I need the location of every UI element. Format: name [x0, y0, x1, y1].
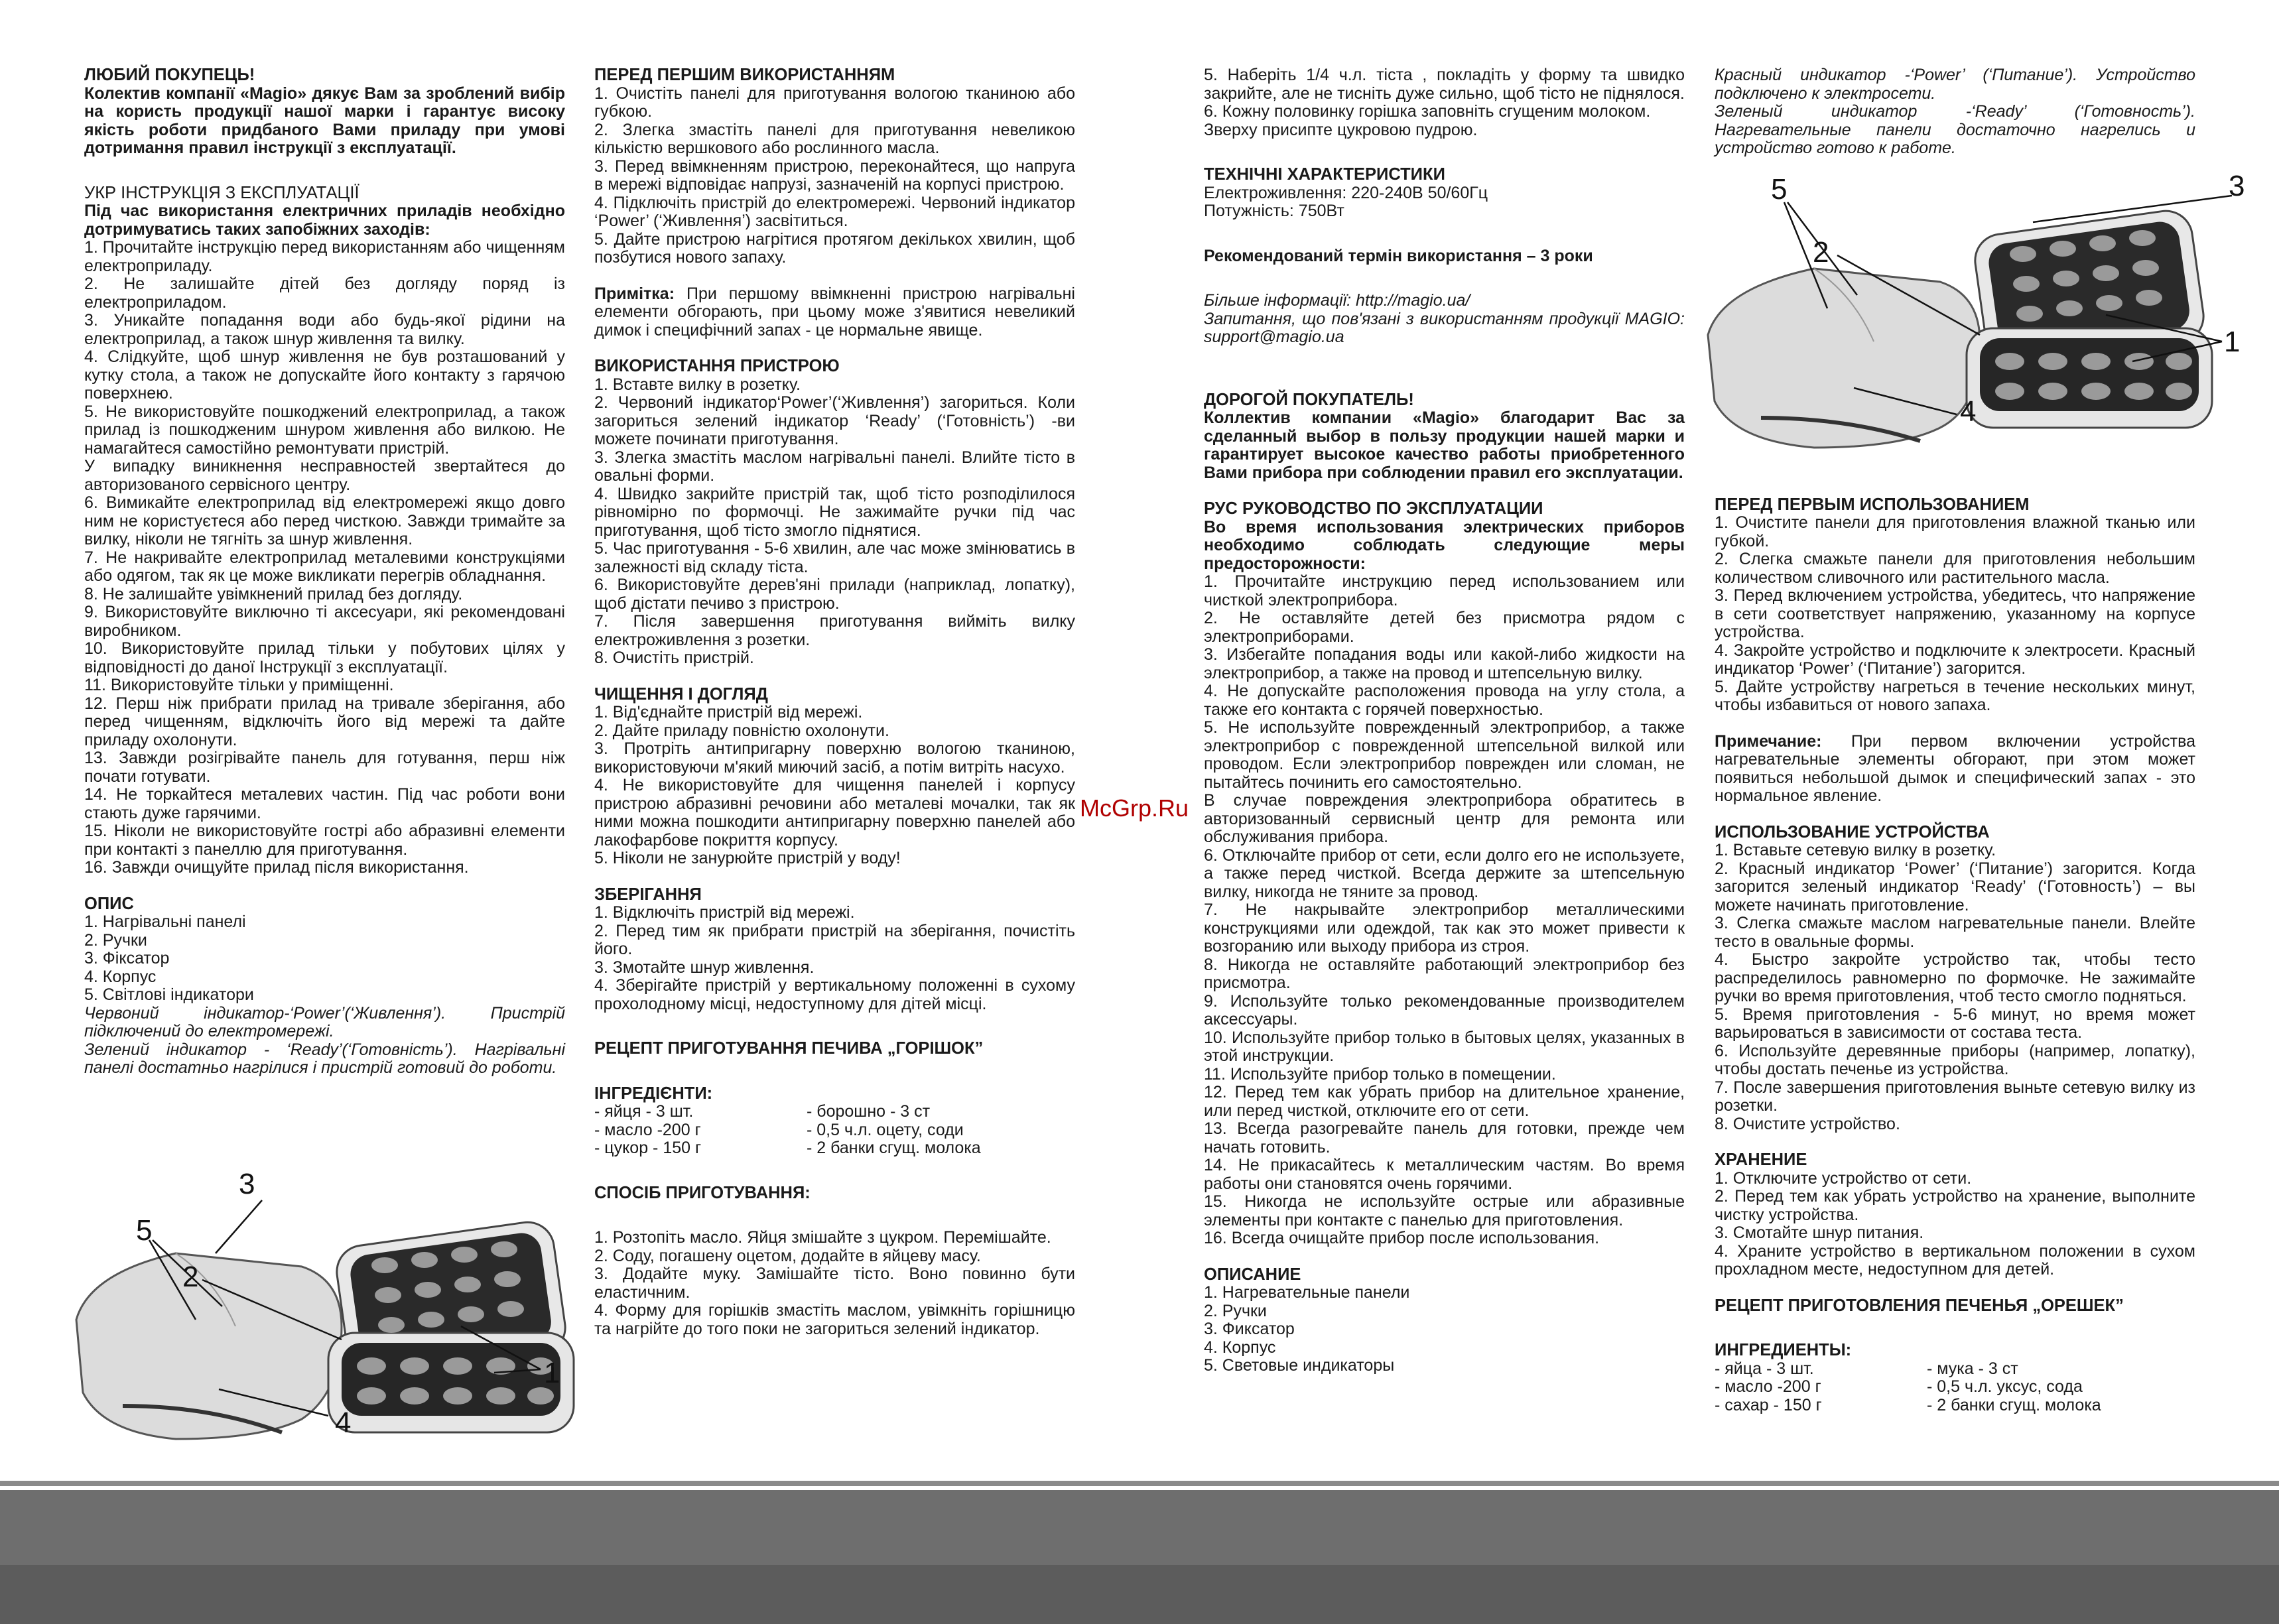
list-item: 1. Очистите панели для приготовления влажной тканью или губкой.	[1715, 513, 2200, 550]
list-item: 15. Ніколи не використовуйте гострі або абразивні елементи при контакті з панеллю для приготування.	[84, 822, 570, 859]
list-item: 4. Быстро закройте устройство так, чтобы тесто распределилось равномерно по формочке. Не зажимайте ручки во время приготовления, чтоб тесто смогло подняться.	[1715, 950, 2200, 1005]
list-item: 2. Слегка смажьте панели для приготовления небольшим количеством сливочного или растительного масла.	[1715, 550, 2200, 587]
list-item: 6. Вимикайте електроприлад від електромережі якщо довго ним не користуєтеся або перед чисткою. Завжди тримайте за вилку, ніколи не тягніть за шнур живлення.	[84, 493, 570, 548]
list-item: 13. Всегда разогревайте панель для готовки, прежде чем начать готовить.	[1204, 1119, 1689, 1156]
list-item: 1. Нагрівальні панелі	[84, 912, 246, 931]
ru-desc-note-ready: Зеленый индикатор -‘Ready’ (‘Готовность’). Нагревательные панели достаточно нагрелись и устройство готово к работе.	[1715, 102, 2200, 157]
ua-ingredients-title: ІНГРЕДІЄНТИ:	[594, 1084, 713, 1103]
list-item: 1. Розтопіть масло. Яйця змішайте з цукром. Перемішайте.	[594, 1228, 1051, 1247]
list-item: 5. Не використовуйте пошкоджений електроприлад, а також прилад із пошкодженим шнуром живлення або вилкою. Не намагайтеся самостійно ремонтувати пристрій.	[84, 402, 570, 458]
list-item: 3. Смотайте шнур питания.	[1715, 1223, 1924, 1242]
footer-band-dark	[0, 1565, 2279, 1624]
list-item: 3. Протріть антипригарну поверхню вологою тканиною, використовуючи м'який миючий засіб, а потім витріть насухо.	[594, 739, 1080, 777]
ua-note-label: Примітка:	[594, 284, 675, 303]
list-item: 8. Очистіть пристрій.	[594, 649, 754, 667]
list-item: 2. Перед тим як прибрати пристрій на зберігання, почистіть його.	[594, 921, 1080, 958]
ingredient: - мука - 3 ст	[1927, 1359, 2018, 1378]
list-item: 7. После завершения приготовления выньте сетевую вилку из розетки.	[1715, 1078, 2200, 1115]
ingredient: - яйця - 3 шт.	[594, 1102, 694, 1121]
label-5: 5	[1771, 173, 1788, 206]
list-item: 1. Від'єднайте пристрій від мережі.	[594, 703, 863, 721]
list-item: 1. Отключите устройство от сети.	[1715, 1168, 1972, 1188]
ua-desc-title: ОПИС	[84, 894, 134, 913]
list-item: 1. Вставте вилку в розетку.	[594, 375, 801, 394]
list-item: 12. Перш ніж прибрати прилад на тривале зберігання, або перед чищенням, відключіть його від мережі та дайте приладу охолонути.	[84, 694, 570, 749]
ua-clean-title: ЧИЩЕННЯ І ДОГЛЯД	[594, 684, 768, 704]
ingredient: - 2 банки сгущ. молока	[807, 1139, 981, 1157]
ua-storage-title: ЗБЕРІГАННЯ	[594, 885, 702, 904]
list-item: 5. Світлові індикатори	[84, 985, 254, 1004]
list-item: 2. Не оставляйте детей без присмотра рядом с электроприборами.	[1204, 609, 1689, 646]
list-item: 1. Відключіть пристрій від мережі.	[594, 903, 855, 922]
ru-note-label: Примечание:	[1715, 731, 1822, 751]
ru-ingredients-title: ИНГРЕДИЕНТЫ:	[1715, 1341, 1852, 1359]
ru-manual-title: РУС РУКОВОДСТВО ПО ЭКСПЛУАТАЦИИ	[1204, 499, 1543, 518]
ua-note	[594, 284, 1080, 340]
list-item: 4. Не використовуйте для чищення панелей і корпусу пристрою абразивні речовини або металеві мочалки, так як ними можна пошкодити антипригарну поверхню панелей або лакофарбове покриття корпусу.	[594, 776, 1080, 849]
list-item: 11. Використовуйте тільки у приміщенні.	[84, 676, 394, 694]
ingredient: - борошно - 3 ст	[807, 1102, 931, 1121]
ru-safety-intro: Во время использования электрических приборов необходимо соблюдать следующие меры предосторожности:	[1204, 517, 1689, 573]
list-item: 3. Додайте муку. Замішайте тісто. Воно повинно бути еластичним.	[594, 1265, 1080, 1302]
ua-recipe-title: РЕЦЕПТ ПРИГОТУВАННЯ ПЕЧИВА „ГОРІШОК”	[594, 1039, 984, 1058]
label-1: 1	[544, 1357, 560, 1389]
ingredient: - масло -200 г	[1715, 1377, 1821, 1396]
list-item: 3. Фиксатор	[1204, 1320, 1295, 1338]
ua-note-text: При першому ввімкненні пристрою нагрівальні елементи обгорають, при цьому може з'явитися невеликий димок і специфічний запах - це нормальне явище.	[594, 284, 1080, 340]
list-item: 3. Перед ввімкненням пристрою, переконайтеся, що напруга в мережі відповідає напрузі, зазначеній на корпусі пристрою.	[594, 156, 1080, 194]
list-item: 5. Световые индикаторы	[1204, 1356, 1395, 1375]
list-item: 13. Завжди розігрівайте панель для готування, перш ніж почати готувати.	[84, 749, 570, 786]
list-item: Потужність: 750Вт	[1204, 202, 1344, 220]
ua-first-use-title: ПЕРЕД ПЕРШИМ ВИКОРИСТАННЯМ	[594, 66, 895, 84]
ua-ingredients-table	[594, 1103, 1075, 1158]
ingredient: - 0,5 ч.л. уксус, сода	[1927, 1377, 2083, 1396]
ingredient: - сахар - 150 г	[1715, 1395, 1822, 1414]
ua-tech-title: ТЕХНІЧНІ ХАРАКТЕРИСТИКИ	[1204, 165, 1445, 184]
ua-manual-title: УКР ІНСТРУКЦІЯ З ЕКСПЛУАТАЦІЇ	[84, 183, 359, 202]
ua-desc-note-ready: Зелений індикатор - ‘Ready’(‘Готовність’). Нагрівальні панелі достатньо нагрілися і пристрій готовий до роботи.	[84, 1040, 570, 1077]
ru-note-text: При первом включении устройства нагревательные элементы обгорают, при этом может появиться небольшой дымок и специфический запах - это нормальное явление.	[1715, 731, 2200, 805]
list-item: 14. Не прикасайтесь к металлическим частям. Во время работы они становятся очень горячими.	[1204, 1156, 1689, 1193]
label-1: 1	[2224, 326, 2241, 358]
list-item: 5. Наберіть 1/4 ч.л. тіста , покладіть у форму та швидко закрийте, але не тисніть дуже сильно, щоб тісто не піднялося.	[1204, 66, 1689, 103]
ua-usage-title: ВИКОРИСТАННЯ ПРИСТРОЮ	[594, 357, 840, 375]
list-item: 2. Злегка змастіть панелі для приготування невеликою кількістю вершкового або рослинного масла.	[594, 120, 1080, 157]
label-3: 3	[239, 1168, 255, 1200]
column-3	[1204, 66, 1689, 1375]
list-item: 4. Корпус	[84, 967, 157, 986]
list-item: 3. Перед включением устройства, убедитесь, что напряжение в сети соответствует напряжению, указанному на корпусе устройства.	[1715, 586, 2200, 641]
list-item: 2. Ручки	[1204, 1301, 1267, 1320]
waffle-maker-illustration-ua	[63, 1154, 594, 1466]
list-item: 2. Соду, погашену оцетом, додайте в яйцеву масу.	[594, 1246, 981, 1265]
list-item: 4. Храните устройство в вертикальном положении в сухом прохладном месте, недоступном для детей.	[1715, 1241, 2200, 1279]
ua-term: Рекомендований термін використання – 3 роки	[1204, 246, 1593, 265]
list-item: 2. Красный индикатор ‘Power’ (‘Питание’) загорится. Когда загорится зеленый индикатор ‘Ready’ (‘Готовность’) – вы можете начинать приготовление.	[1715, 859, 2200, 914]
list-item: 6. Використовуйте дерев'яні прилади (наприклад, лопатку), щоб дістати печиво з пристрою.	[594, 576, 1080, 613]
ua-greeting-title: ЛЮБИЙ ПОКУПЕЦЬ!	[84, 66, 255, 84]
ru-greeting-title: ДОРОГОЙ ПОКУПАТЕЛЬ!	[1204, 390, 1414, 409]
ru-note	[1715, 731, 2200, 806]
list-item: 1. Прочитайте инструкцию перед использованием или чисткой электроприбора.	[1204, 572, 1689, 609]
list-item: 16. Завжди очищуйте прилад після використання.	[84, 858, 469, 877]
device-body	[76, 1253, 342, 1439]
ingredient: - яйца - 3 шт.	[1715, 1359, 1814, 1378]
list-item: 5. Не используйте поврежденный электроприбор, а также электроприбор с поврежденной штепсельной вилкой или проводом. Если электроприбор поврежден или сломан, не пытайтесь починить его самостоятельно.	[1204, 718, 1689, 792]
ingredient: - цукор - 150 г	[594, 1139, 702, 1157]
list-item: 3. Избегайте попадания воды или какой-либо жидкости на электроприбор, а также на провод и штепсельную вилку.	[1204, 645, 1689, 682]
ua-greeting-text: Колектив компанії «Magio» дякує Вам за зроблений вибір на користь продукції нашої марки і гарантує високу якість роботи придбаного Вами приладу при умові дотримання правил інструкції з експлуатації.	[84, 84, 570, 157]
ingredient: - 0,5 ч.л. оцету, соди	[807, 1120, 964, 1139]
ru-desc-note-power: Красный индикатор -‘Power’ (‘Питание’). Устройство подключено к электросети.	[1715, 66, 2200, 103]
list-item: 5. Час приготування - 5-6 хвилин, але час може змінюватись в залежності від складу тіста.	[594, 539, 1080, 576]
list-item: 1. Прочитайте інструкцію перед використанням або чищенням електроприладу.	[84, 238, 570, 275]
list-item: 4. Слідкуйте, щоб шнур живлення не був розташований у кутку стола, а також не допускайте його контакту з гарячою поверхнею.	[84, 347, 570, 403]
label-5: 5	[136, 1214, 153, 1247]
list-item: 5. Дайте устройству нагреться в течение нескольких минут, чтобы избавиться от нового запаха.	[1715, 677, 2200, 714]
list-item: 3. Змотайте шнур живлення.	[594, 958, 814, 977]
list-item: 9. Використовуйте виключно ті аксесуари, які рекомендовані виробником.	[84, 603, 570, 640]
list-item: 6. Кожну половинку горішка заповніть сгущеним молоком.	[1204, 102, 1651, 121]
list-item: 15. Никогда не используйте острые или абразивные элементы при контакте с панелью для приготовления.	[1204, 1192, 1689, 1229]
list-item: 4. Корпус	[1204, 1338, 1276, 1357]
label-3: 3	[2229, 170, 2245, 202]
list-item: 4. Не допускайте расположения провода на углу стола, а также его контакта с горячей поверхностью.	[1204, 682, 1689, 719]
list-item: 5. Ніколи не занурюйте пристрій у воду!	[594, 849, 901, 867]
list-item: 3. Злегка змастіть маслом нагрівальні панелі. Влийте тісто в овальні форми.	[594, 448, 1080, 485]
label-4: 4	[1960, 395, 1977, 428]
list-item: 4. Швидко закрийте пристрій так, щоб тісто розподілилося рівномірно по формочці. Не зажимайте ручки під час приготування, щоб тісто змогло піднятися.	[594, 484, 1080, 540]
list-item: 6. Отключайте прибор от сети, если долго его не используете, а также перед чисткой. Всегда держите за штепсельную вилку, никогда не тяните за провод.	[1204, 845, 1689, 901]
ru-recipe-title: РЕЦЕПТ ПРИГОТОВЛЕНИЯ ПЕЧЕНЬЯ „ОРЕШЕК”	[1715, 1296, 2124, 1315]
ru-usage-title: ИСПОЛЬЗОВАНИЕ УСТРОЙСТВА	[1715, 822, 1990, 842]
list-item: 2. Не залишайте дітей без догляду поряд із електроприладом.	[84, 275, 570, 312]
list-item: 1. Очистіть панелі для приготування вологою тканиною або губкою.	[594, 84, 1080, 121]
list-item: 16. Всегда очищайте прибор после использования.	[1204, 1229, 1600, 1247]
ua-method-title: СПОСІБ ПРИГОТУВАННЯ:	[594, 1183, 811, 1202]
list-item: В случае повреждения электроприбора обратитесь в авторизованный сервисный центр для ремонта или обслуживания прибора.	[1204, 791, 1689, 846]
ru-first-use-title: ПЕРЕД ПЕРВЫМ ИСПОЛЬЗОВАНИЕМ	[1715, 495, 2030, 514]
ua-safety-intro: Під час використання електричних приладів необхідно дотримуватись таких запобіжних заходів:	[84, 202, 570, 239]
label-2: 2	[1813, 236, 1829, 269]
footer-divider	[0, 1481, 2279, 1486]
list-item: Зверху присипте цукровою пудрою.	[1204, 120, 1478, 139]
list-item: 5. Дайте пристрою нагрітися протягом декількох хвилин, щоб позбутися нового запаху.	[594, 229, 1080, 267]
ingredient: - масло -200 г	[594, 1120, 701, 1139]
ua-more-info: Більше інформації: http://magio.ua/	[1204, 291, 1470, 310]
list-item: 1. Вставьте сетевую вилку в розетку.	[1715, 841, 1996, 859]
ru-greeting-text: Коллектив компании «Magio» благодарит Вас за сделанный выбор в пользу продукции нашей марки и гарантирует высокое качество работы приобретенного Вами прибора при соблюдении правил его эксплуатации.	[1204, 408, 1689, 482]
list-item: 4. Зберігайте пристрій у вертикальному положенні в сухому прохолодному місці, недоступному для дітей місці.	[594, 976, 1080, 1013]
list-item: 8. Никогда не оставляйте работающий электроприбор без присмотра.	[1204, 955, 1689, 992]
list-item: 2. Перед тем как убрать устройство на хранение, выполните чистку устройства.	[1715, 1187, 2200, 1224]
list-item: 2. Ручки	[84, 930, 147, 950]
list-item: 2. Червоний індикатор‘Power’(‘Живлення’) загориться. Коли загориться зелений індикатор ‘Ready’ (‘Готовність’) -ви можете починати приготування.	[594, 393, 1080, 448]
device-body	[1708, 269, 1980, 448]
list-item: 3. Фіксатор	[84, 949, 170, 968]
list-item: 7. Не накрывайте электроприбор металлическими конструкциями или одеждой, так как это может привести к возгоранию или выходу прибора из строя.	[1204, 901, 1689, 956]
waffle-maker-illustration-ru	[1701, 169, 2252, 461]
list-item: У випадку виникнення несправностей звертайтеся до авторизованого сервісного центру.	[84, 457, 570, 494]
ru-safety-list	[1204, 572, 1689, 1248]
ua-safety-list	[84, 238, 570, 877]
watermark: McGrp.Ru	[1080, 794, 1189, 822]
label-2: 2	[182, 1261, 199, 1293]
list-item: 4. Підключіть пристрій до електромережі. Червоний індикатор ‘Power’ (‘Живлення’) засвітиться.	[594, 193, 1080, 230]
list-item: 4. Форму для горішків змастіть маслом, увімкніть горішницю та нагрійте до того поки не загориться зелений індикатор.	[594, 1301, 1080, 1338]
ua-support: Запитання, що пов'язані з використанням продукції MAGIO: support@magio.ua	[1204, 309, 1689, 346]
ua-column-1	[84, 66, 570, 1078]
list-item: 10. Используйте прибор только в бытовых целях, указанных в этой инструкции.	[1204, 1028, 1689, 1065]
ru-desc-title: ОПИСАНИЕ	[1204, 1265, 1301, 1284]
list-item: Електроживлення: 220-240В 50/60Гц	[1204, 183, 1488, 202]
ua-column-2	[594, 66, 1080, 1338]
list-item: 12. Перед тем как убрать прибор на длительное хранение, или перед чисткой, отключите его от сети.	[1204, 1083, 1689, 1120]
ru-storage-title: ХРАНЕНИЕ	[1715, 1151, 1807, 1169]
list-item: 6. Используйте деревянные приборы (например, лопатку), чтобы достать печенье из устройства.	[1715, 1041, 2200, 1078]
list-item: 10. Використовуйте прилад тільки у побутових цілях у відповідності до даної Інструкції з експлуатації.	[84, 639, 570, 676]
list-item: 14. Не торкайтеся металевих частин. Під час роботи вони стають дуже гарячими.	[84, 785, 570, 822]
list-item: 7. Після завершення приготування вийміть вилку електроживлення з розетки.	[594, 612, 1080, 649]
list-item: 4. Закройте устройство и подключите к электросети. Красный индикатор ‘Power’ (‘Питание’) загорится.	[1715, 641, 2200, 678]
label-4: 4	[335, 1406, 352, 1439]
list-item: 5. Время приготовления - 5-6 минут, но время может варьироваться в зависимости от состава теста.	[1715, 1005, 2200, 1042]
ingredient: - 2 банки сгущ. молока	[1927, 1395, 2101, 1414]
list-item: 9. Используйте только рекомендованные производителем аксессуары.	[1204, 991, 1689, 1029]
list-item: 8. Очистите устройство.	[1715, 1114, 1900, 1133]
list-item: 8. Не залишайте увімкнений прилад без догляду.	[84, 584, 463, 603]
ua-desc-note-power: Червоний індикатор-‘Power’(‘Живлення’). Пристрій підключений до електромережі.	[84, 1003, 570, 1040]
list-item: 3. Слегка смажьте маслом нагревательные панели. Влейте тесто в овальные формы.	[1715, 914, 2200, 951]
list-item: 11. Используйте прибор только в помещении.	[1204, 1064, 1556, 1084]
list-item: 1. Нагревательные панели	[1204, 1283, 1410, 1302]
list-item: 3. Уникайте попадання води або будь-якої рідини на електроприлад, а також шнур живлення та вилку.	[84, 311, 570, 348]
ru-ingredients-table	[1715, 1360, 2195, 1415]
list-item: 7. Не накривайте електроприлад металевими конструкціями або одягом, так як це може викликати перегрів обладнання.	[84, 548, 570, 585]
list-item: 2. Дайте приладу повністю охолонути.	[594, 721, 889, 740]
